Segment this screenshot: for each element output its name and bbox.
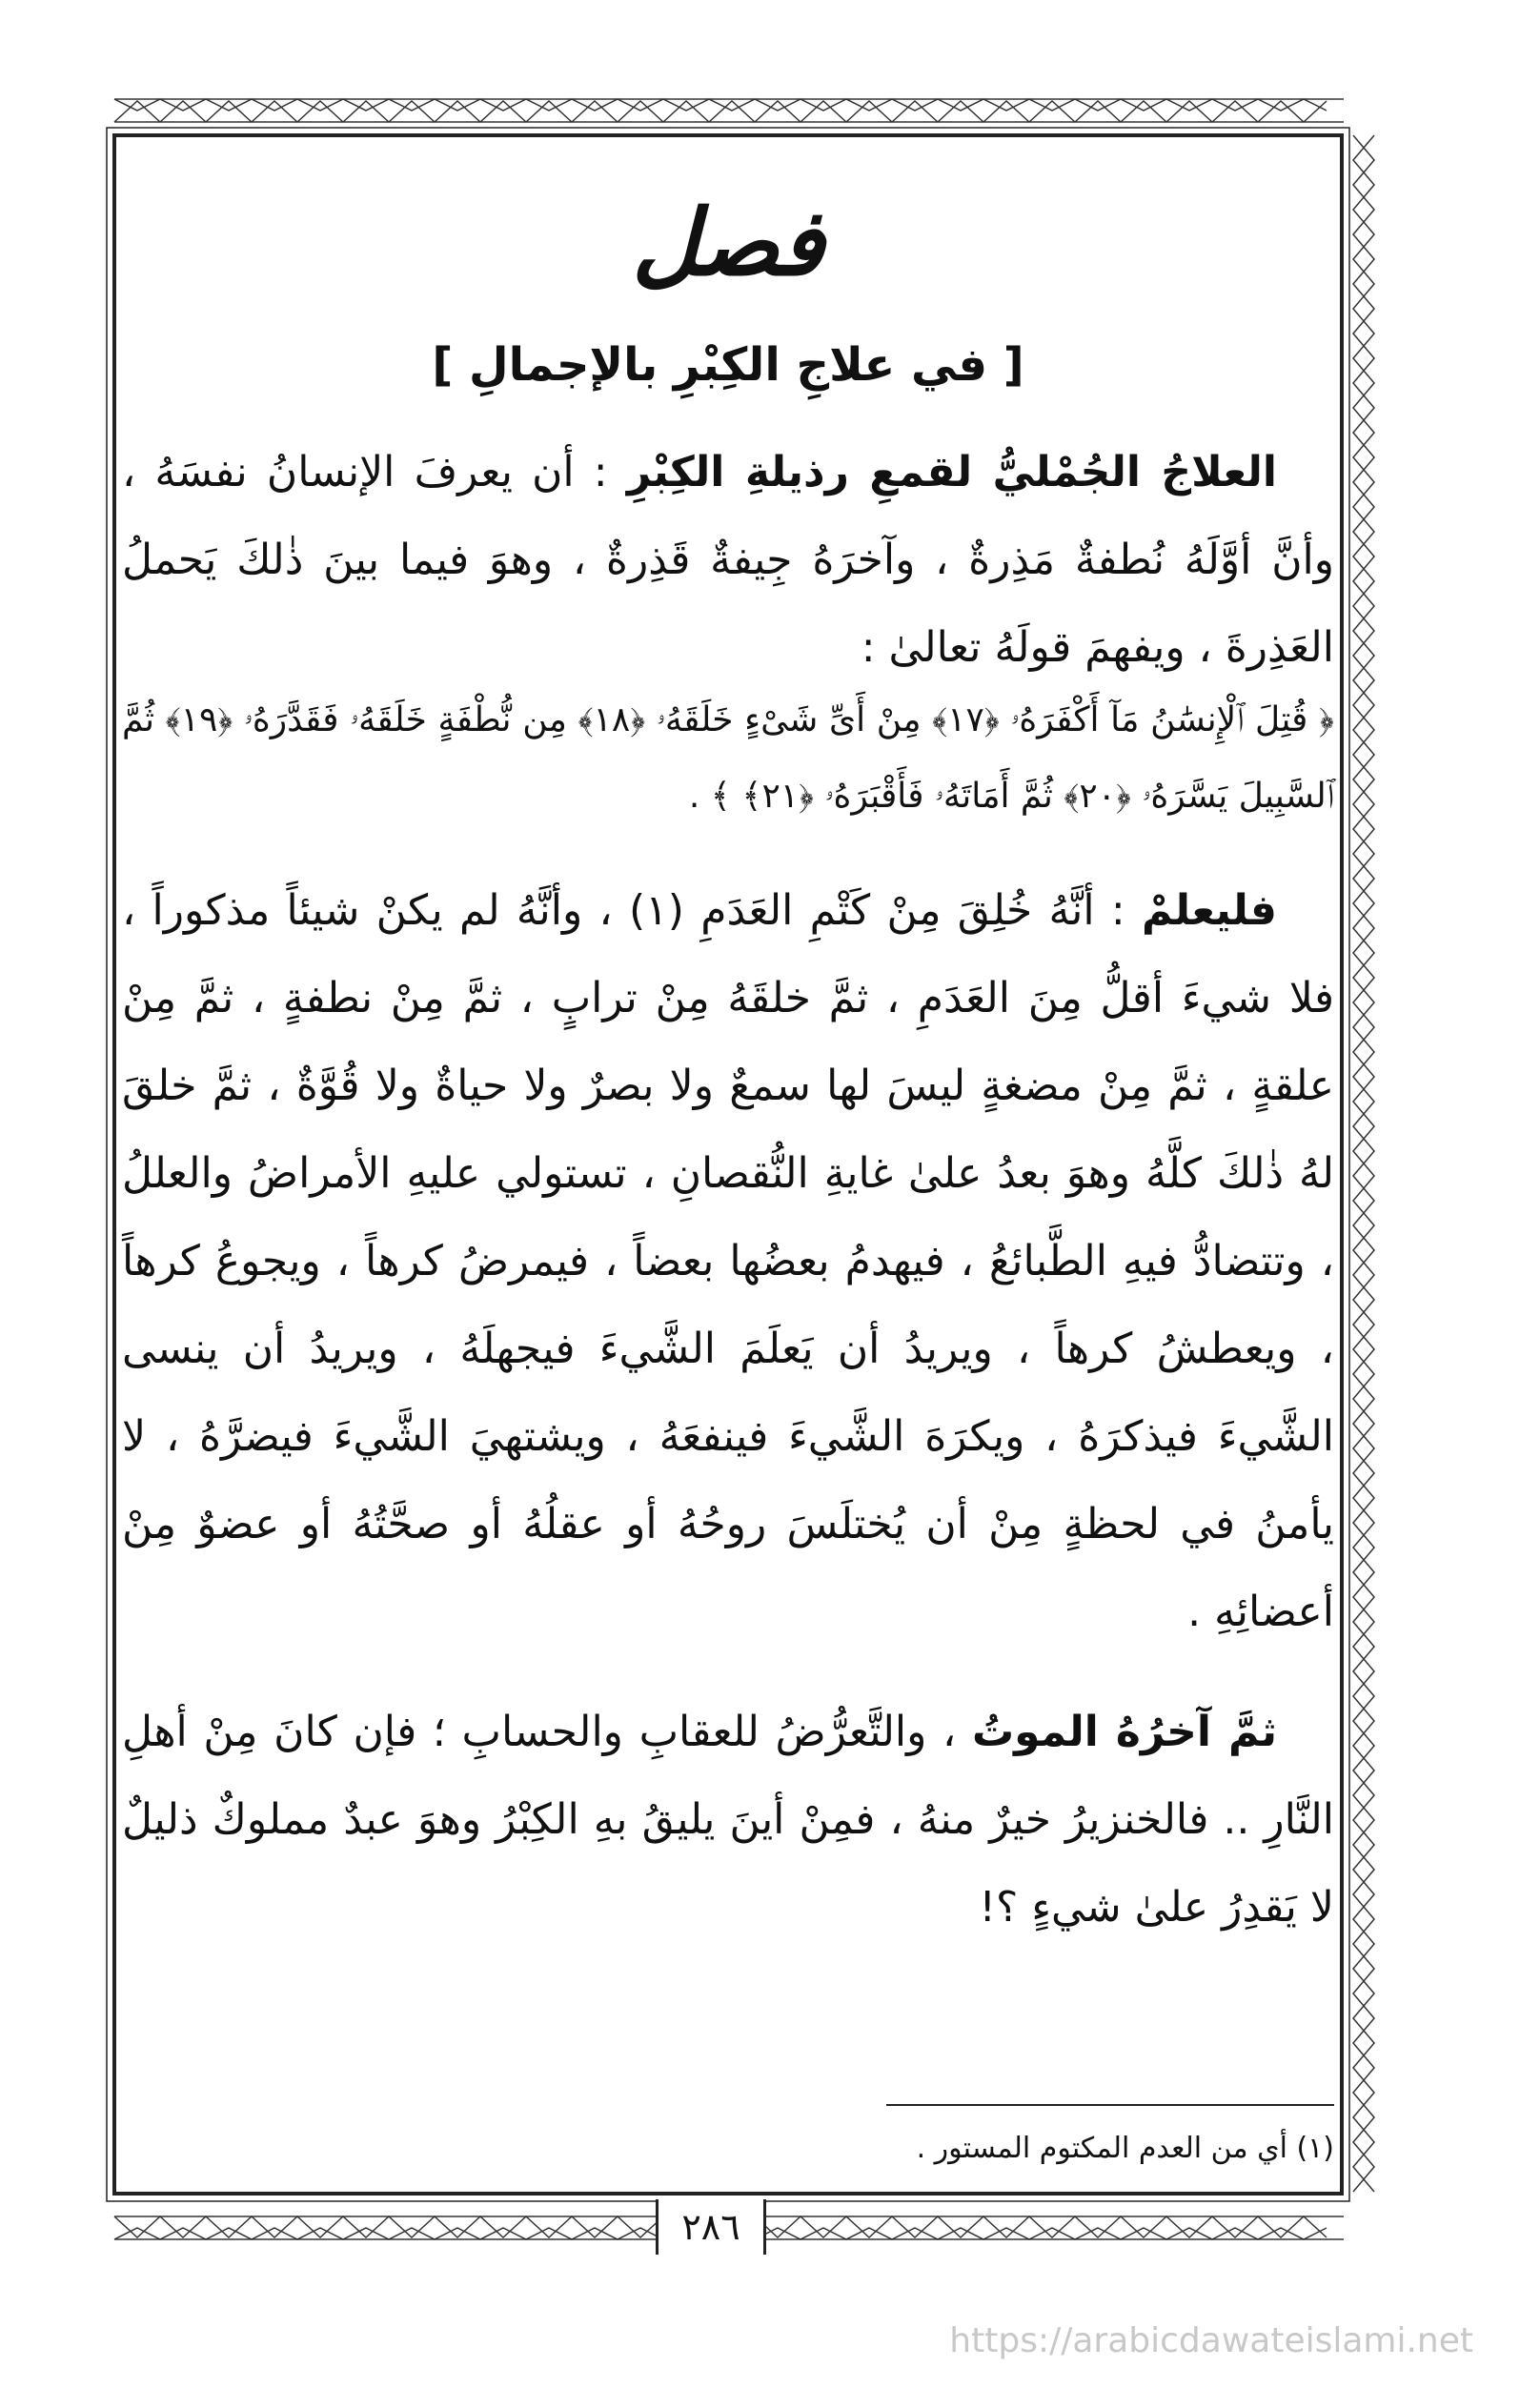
quran-verse [122,682,1334,835]
paragraph-3-text: ، والتَّعرُّضُ للعقابِ والحسابِ ؛ فإن كانَ مِنْ أهلِ النَّارِ .. فالخنزيرُ خيرٌ منهُ ، فمِنْ أينَ يليقُ بهِ الكِبْرُ وهوَ عبدٌ مملوكٌ ذليلٌ لا يَقدِرُ علىٰ شيءٍ ؟! [122,1708,1334,1932]
paragraph-2-lead: فليعلمْ [1141,886,1277,935]
footnote: (١) أي من العدم المكتوم المستور . [916,2132,1334,2165]
paragraph-3-lead: ثمَّ آخرُهُ الموتُ [971,1708,1278,1756]
paragraph-1-text: : أن يعرفَ الإنسانُ نفسَهُ ، وأنَّ أوَّلَهُ نُطفةٌ مَذِرةٌ ، وآخرَهُ جِيفةٌ قَذِرةٌ ، وهوَ فيما بينَ ذٰلكَ يَحملُ العَذِرةَ ، ويفهمَ قولَهُ تعالىٰ : [122,448,1334,672]
page-content [122,143,1334,2186]
paragraph-1-lead: العلاجُ الجُمْليُّ لقمعِ رذيلةِ الكِبْرِ [626,448,1277,496]
border-pattern-right [1353,135,1374,2192]
quran-verse-text: ﴿ قُتِلَ ٱلْإِنسَٰنُ مَآ أَكْفَرَهُۥ ﴿١٧﴾ مِنْ أَىِّ شَىْءٍ خَلَقَهُۥ ﴿١٨﴾ مِن نُّطْفَةٍ خَلَقَهُۥ فَقَدَّرَهُۥ ﴿١٩﴾ ثُمَّ ٱلسَّبِيلَ يَسَّرَهُۥ ﴿٢٠﴾ ثُمَّ أَمَاتَهُۥ فَأَقْبَرَهُۥ ﴿٢١﴾ ﴾ . [122,700,1335,816]
watermark-url: https://arabicdawateislami.net [949,2321,1473,2360]
paragraph-1 [122,429,1334,692]
chapter-ornament-title: فصل [632,189,824,296]
body-text [122,429,1334,1952]
paragraph-2-text: : أنَّهُ خُلِقَ مِنْ كَتْمِ العَدَمِ (١) ، وأنَّهُ لم يكنْ شيئاً مذكوراً ، فلا شيءَ أقلُّ مِنَ العَدَمِ ، ثمَّ خلقَهُ مِنْ ترابٍ ، ثمَّ مِنْ نطفةٍ ، ثمَّ مِنْ علقةٍ ، ثمَّ مِنْ مضغةٍ ليسَ لها سمعٌ ولا بصرٌ ولا حياةٌ ولا قُوَّةٌ ، ثمَّ خلقَ لهُ ذٰلكَ كلَّهُ وهوَ بعدُ علىٰ غايةِ النُّقصانِ ، تستولي عليهِ الأمراضُ والعللُ ، وتتضادُّ فيهِ الطَّبائعُ ، فيهدمُ بعضُها بعضاً ، فيمرضُ كرهاً ، ويجوعُ كرهاً ، ويعطشُ كرهاً ، ويريدُ أن يَعلَمَ الشَّيءَ فيجهلَهُ ، ويريدُ أن ينسى الشَّيءَ فيذكرَهُ ، ويكرَهَ الشَّيءَ فينفعَهُ ، ويشتهيَ الشَّيءَ فيضرَّهُ ، لا يأمنُ في لحظةٍ مِنْ أن يُختلَسَ روحُهُ أو عقلُهُ أو صحَّتُهُ أو عضوٌ مِنْ أعضائِهِ . [122,886,1334,1636]
paragraph-2 [122,867,1334,1656]
border-pattern-top [114,99,1344,122]
page-number: ٢٨٦ [656,2199,766,2255]
footnote-divider [886,2104,1334,2106]
section-heading: [ في علاجِ الكِبْرِ بالإجمالِ ] [432,338,1024,392]
paragraph-3 [122,1689,1334,1952]
